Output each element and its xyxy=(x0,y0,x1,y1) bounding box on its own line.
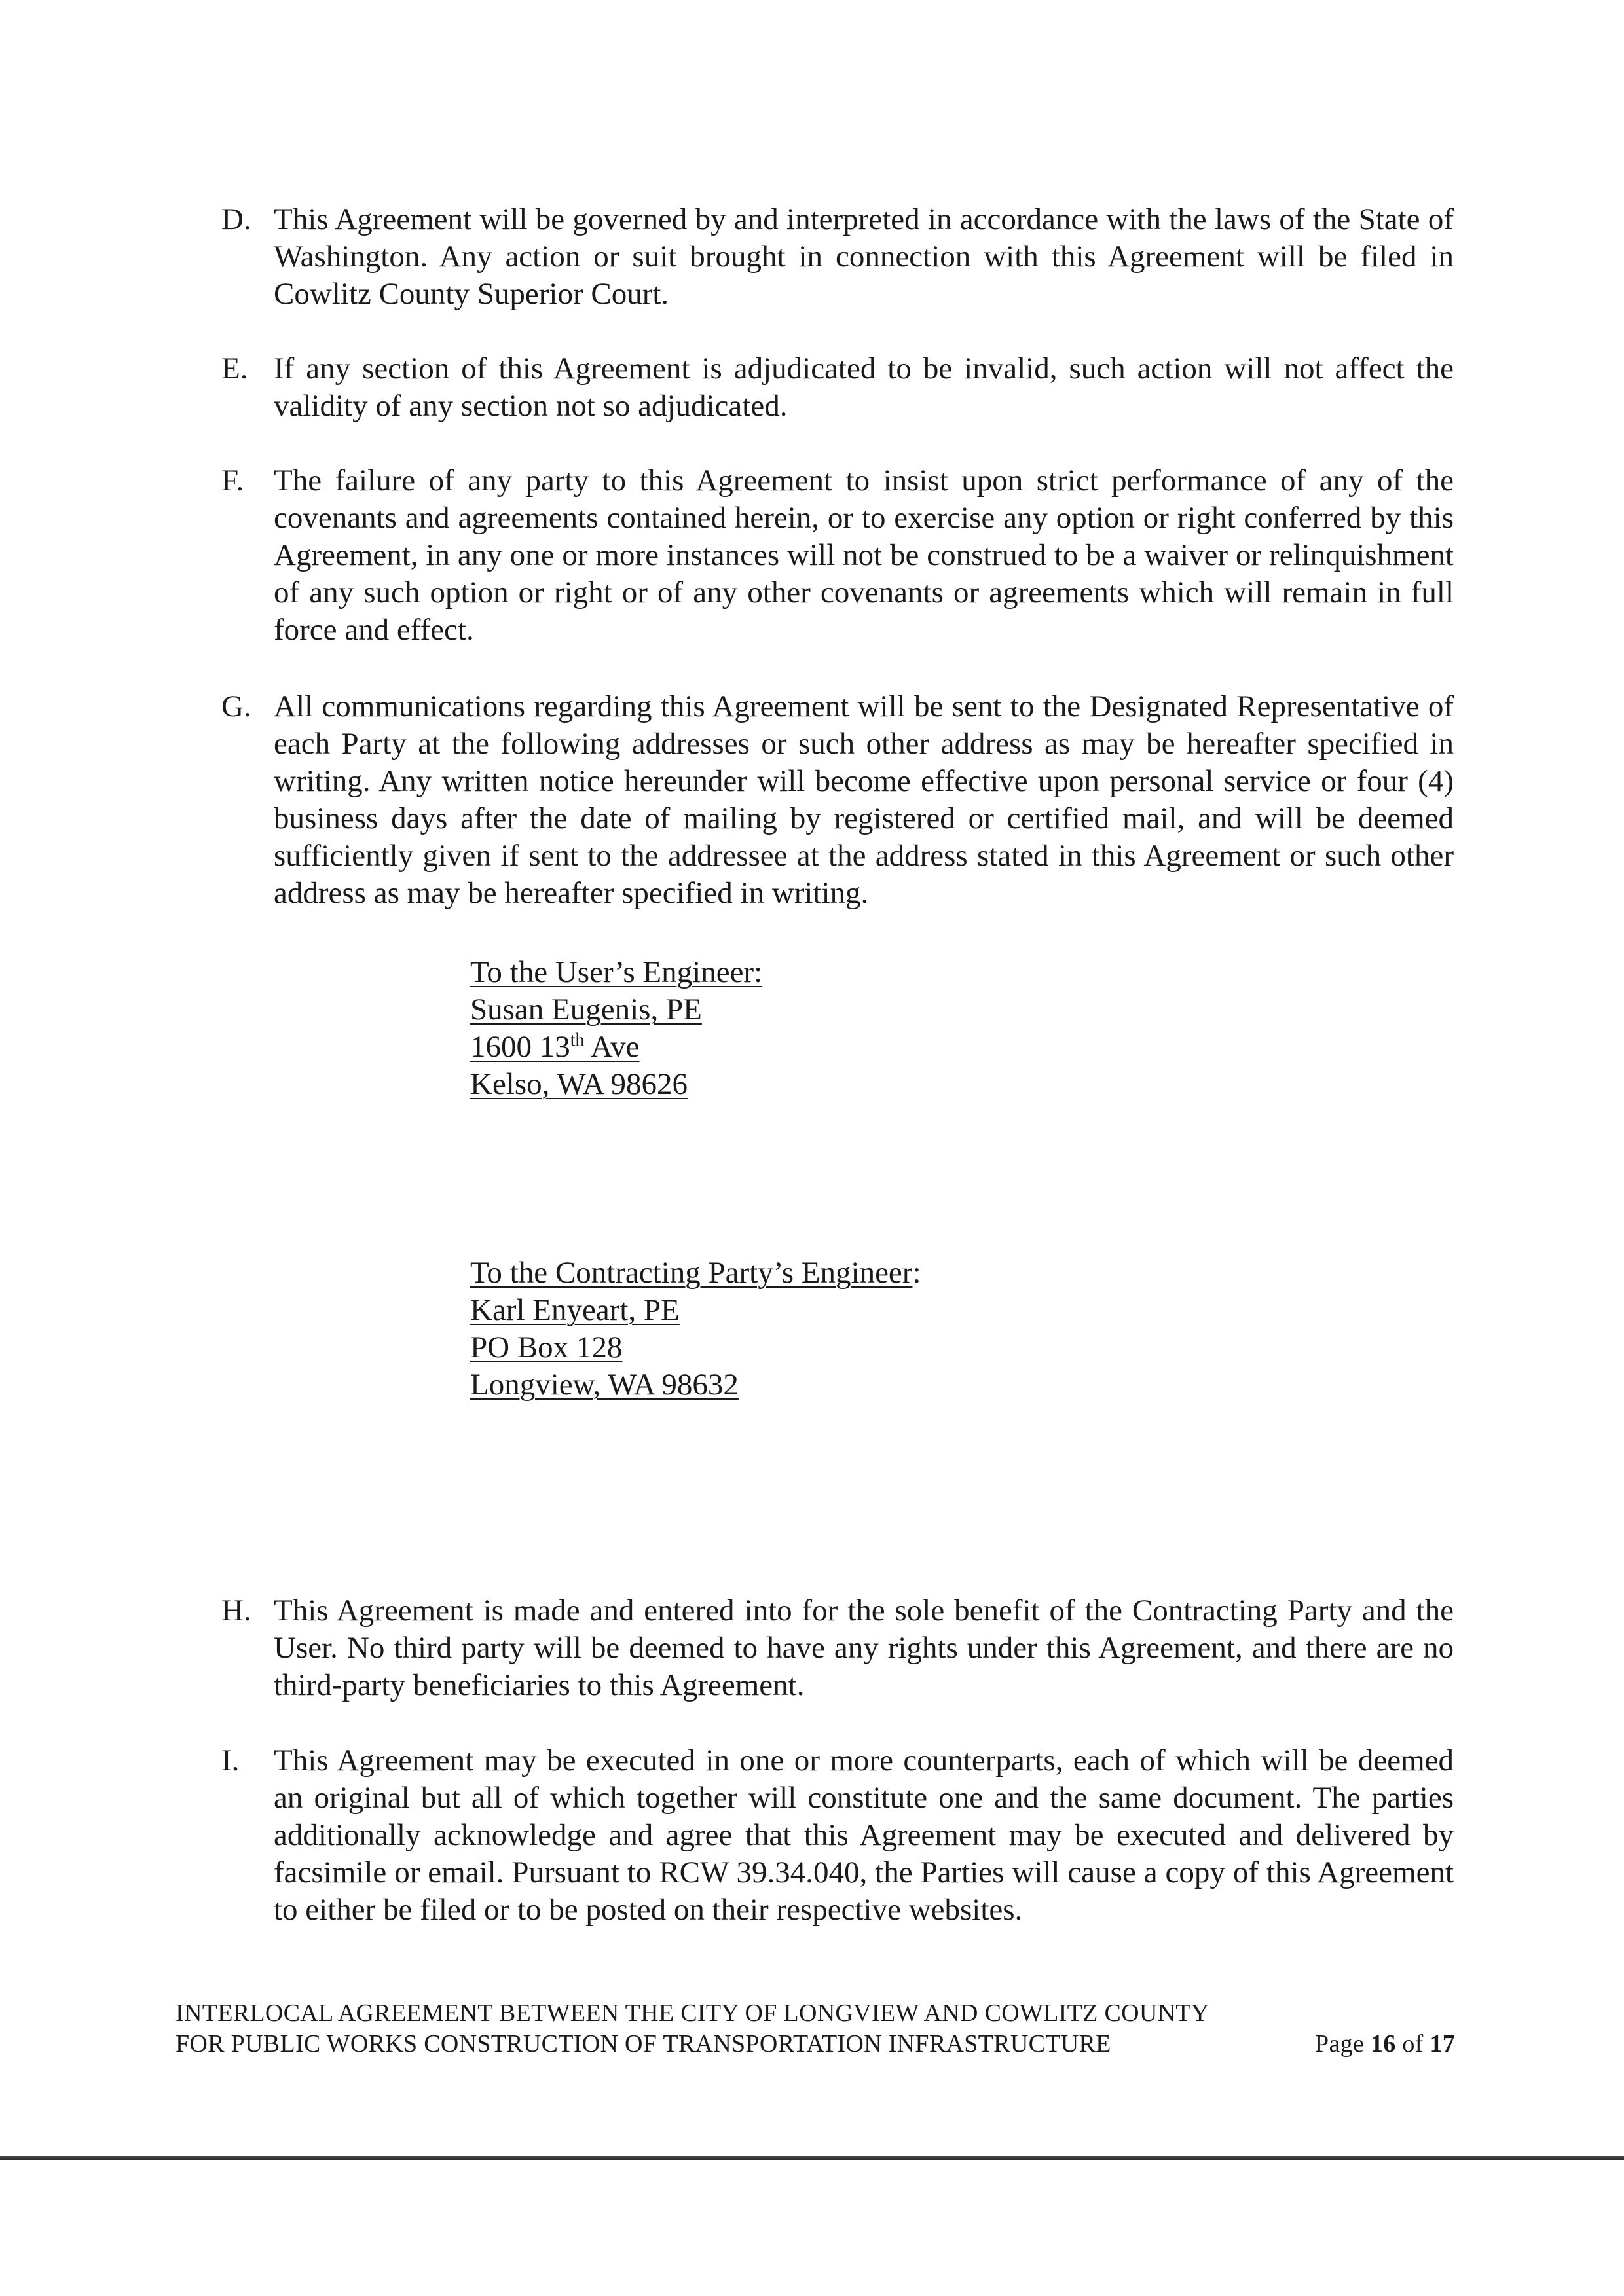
clause-letter: H. xyxy=(221,1594,251,1628)
clause-text: This Agreement will be governed by and interpreted in accordance with the laws of the State of Washington. Any action or suit brought in connection with this Agreement will be filed in Cowlitz County Superior Court. xyxy=(274,202,1454,311)
clause-letter: F. xyxy=(221,464,244,498)
clause-letter: D. xyxy=(221,202,251,236)
city-state-zip: Longview, WA 98632 xyxy=(470,1368,739,1402)
clause-e xyxy=(221,350,1454,425)
footer-title-line-1: INTERLOCAL AGREEMENT BETWEEN THE CITY OF LONGVIEW AND COWLITZ COUNTY xyxy=(175,1999,1209,2027)
user-engineer-address xyxy=(470,954,762,1103)
engineer-name: Susan Eugenis, PE xyxy=(470,993,702,1027)
clause-text: All communications regarding this Agreement will be sent to the Designated Representative of each Party at the following addresses or such other address as may be hereafter specified in writing. Any written notice hereunder will become effective upon personal service or four (4) business days after the date of mailing by registered or certified mail, and will be deemed sufficiently given if sent to the addressee at the address stated in this Agreement or such other address as may be hereafter specified in writing. xyxy=(274,689,1454,910)
clause-letter: G. xyxy=(221,689,251,723)
clause-letter: I. xyxy=(221,1743,240,1777)
bottom-scan-rule xyxy=(0,2156,1624,2160)
clause-h xyxy=(221,1592,1454,1704)
clause-text: This Agreement is made and entered into for the sole benefit of the Contracting Party and the User. No third party will be deemed to have any rights under this Agreement, and there are no third-party beneficiaries to this Agreement. xyxy=(274,1594,1454,1702)
clause-i xyxy=(221,1742,1454,1929)
clause-text: This Agreement may be executed in one or more counterparts, each of which will be deemed an original but all of which together will constitute one and the same document. The parties additionally acknowledge and agree that this Agreement may be executed and delivered by facsimile or email. Pursuant to RCW 39.34.040, the Parties will cause a copy of this Agreement to either be filed or to be posted on their respective websites. xyxy=(274,1743,1454,1927)
engineer-name: Karl Enyeart, PE xyxy=(470,1293,680,1327)
city-state-zip: Kelso, WA 98626 xyxy=(470,1067,688,1101)
clause-f xyxy=(221,462,1454,649)
street-address: PO Box 128 xyxy=(470,1330,623,1364)
address-heading: To the User’s Engineer: xyxy=(470,955,763,989)
address-heading: To the Contracting Party’s Engineer: xyxy=(470,1256,921,1290)
clause-letter: E. xyxy=(221,352,248,386)
contracting-engineer-address xyxy=(470,1254,921,1404)
clause-text: The failure of any party to this Agreement to insist upon strict performance of any of the covenants and agreements contained herein, or to exercise any option or right conferred by this Agreement, in any one or more instances will not be construed to be a waiver or relinquishment of any such option or right or of any other covenants or agreements which will remain in full force and effect. xyxy=(274,464,1454,647)
street-address: 1600 13th Ave xyxy=(470,1030,640,1064)
page-footer xyxy=(175,1998,1455,2060)
clause-g xyxy=(221,688,1454,912)
page-number: Page 16 of 17 xyxy=(1315,2030,1455,2058)
clause-text: If any section of this Agreement is adjudicated to be invalid, such action will not affect the validity of any section not so adjudicated. xyxy=(274,352,1454,423)
footer-title-line-2: FOR PUBLIC WORKS CONSTRUCTION OF TRANSPORTATION INFRASTRUCTURE Page 16 of 17 xyxy=(175,2029,1455,2060)
clause-d xyxy=(221,201,1454,313)
